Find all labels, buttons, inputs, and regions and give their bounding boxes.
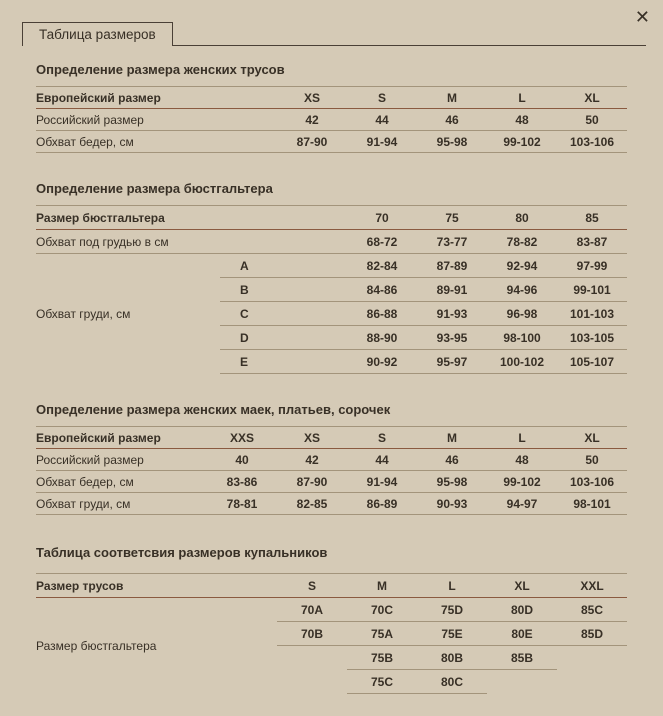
size-cell: 85B (487, 646, 557, 670)
size-cell: 85 (585, 210, 599, 225)
size-cell: 70C (347, 598, 417, 622)
size-cell: 91-94 (366, 134, 398, 149)
size-cell: 80E (487, 622, 557, 646)
close-icon[interactable]: ✕ (634, 7, 650, 27)
size-cell: 46 (445, 112, 459, 127)
size-cell: 96-98 (506, 306, 538, 321)
size-cell: 101-103 (569, 306, 615, 321)
size-cell: 80 (515, 210, 529, 225)
size-cell: 44 (375, 112, 389, 127)
tab-size-chart[interactable] (22, 22, 173, 46)
group-label: Размер бюстгальтера (36, 639, 157, 653)
content (0, 62, 663, 694)
size-cell: 91-94 (366, 474, 398, 489)
row-label: Обхват под грудью в см (36, 234, 169, 249)
size-cell: 82-84 (366, 258, 398, 273)
size-cell: XL (514, 578, 530, 593)
size-cell: 95-98 (436, 474, 468, 489)
row-label: Европейский размер (36, 90, 161, 105)
size-cell: 42 (305, 452, 319, 467)
bra-size-table (36, 205, 627, 374)
size-cell: 84-86 (366, 282, 398, 297)
table-row (36, 574, 627, 598)
size-cell (487, 670, 557, 694)
size-cell: XL (584, 90, 600, 105)
size-cell: 100-102 (499, 354, 545, 369)
size-cell: 40 (235, 452, 249, 467)
section-tops (36, 402, 627, 515)
table-row (36, 131, 627, 153)
table-row (36, 449, 627, 471)
bra-match-rows-block (36, 598, 627, 694)
size-cell: XS (303, 90, 320, 105)
tab-title: Таблица размеров (39, 27, 156, 42)
table-row (220, 350, 627, 374)
section-title: Таблица соответсвия размеров купальников (36, 545, 328, 560)
size-cell: 75 (445, 210, 459, 225)
table-row (36, 493, 627, 515)
cup-letter-cell: D (240, 330, 249, 345)
row-label: Обхват бедер, см (36, 474, 134, 489)
size-cell: 87-89 (436, 258, 468, 273)
size-cell: 99-102 (503, 134, 541, 149)
size-cell: 97-99 (576, 258, 608, 273)
size-cell: 87-90 (296, 474, 328, 489)
size-cell: 82-85 (296, 496, 328, 511)
size-cell: S (307, 578, 316, 593)
size-cell: 93-95 (436, 330, 468, 345)
size-cell: 50 (585, 452, 599, 467)
size-cell: S (377, 430, 386, 445)
row-label: Размер бюстгальтера (36, 210, 165, 225)
size-cell: L (518, 430, 526, 445)
table-row (36, 427, 627, 449)
panties-size-table (36, 86, 627, 153)
table-row (36, 206, 627, 230)
table-row (36, 109, 627, 131)
row-label: Размер трусов (36, 578, 124, 593)
size-cell: S (377, 90, 386, 105)
cup-letter-cell: B (240, 282, 249, 297)
size-cell: 89-91 (436, 282, 468, 297)
size-cell: 86-89 (366, 496, 398, 511)
table-row (220, 302, 627, 326)
size-cell: 99-101 (573, 282, 611, 297)
size-cell: 98-100 (503, 330, 541, 345)
row-label: Обхват бедер, см (36, 134, 134, 149)
size-cell: 70 (375, 210, 389, 225)
size-cell: XXL (580, 578, 604, 593)
size-cell: 42 (305, 112, 319, 127)
table-row (36, 87, 627, 109)
size-cell (557, 670, 627, 694)
size-cell: 105-107 (569, 354, 615, 369)
row-label: Европейский размер (36, 430, 161, 445)
topbar-divider (173, 22, 646, 46)
size-cell: 85C (557, 598, 627, 622)
size-cell: XL (584, 430, 600, 445)
row-label: Российский размер (36, 112, 144, 127)
size-cell: 99-102 (503, 474, 541, 489)
size-cell: XXS (229, 430, 254, 445)
section-panties (36, 62, 627, 153)
size-cell: 85D (557, 622, 627, 646)
size-cell: 87-90 (296, 134, 328, 149)
size-cell: 70B (277, 622, 347, 646)
size-cell: 68-72 (366, 234, 398, 249)
size-cell: 75C (347, 670, 417, 694)
size-cell: 90-92 (366, 354, 398, 369)
size-cell: 78-81 (226, 496, 258, 511)
size-cell: 75A (347, 622, 417, 646)
row-label: Российский размер (36, 452, 144, 467)
size-cell: 90-93 (436, 496, 468, 511)
size-cell: XS (303, 430, 320, 445)
cup-rows-block (36, 254, 627, 374)
group-label: Обхват груди, см (36, 307, 131, 321)
size-cell: 48 (515, 452, 529, 467)
section-title: Определение размера бюстгальтера (36, 181, 273, 196)
tops-size-table (36, 426, 627, 515)
table-row (220, 326, 627, 350)
topbar (22, 22, 646, 46)
table-row (36, 471, 627, 493)
size-cell: 75B (347, 646, 417, 670)
size-cell: 98-101 (573, 496, 611, 511)
table-row (36, 230, 627, 254)
row-label: Обхват груди, см (36, 496, 131, 511)
size-cell: 92-94 (506, 258, 538, 273)
size-cell: 103-106 (569, 474, 615, 489)
size-cell: 78-82 (506, 234, 538, 249)
size-cell: 91-93 (436, 306, 468, 321)
size-cell: 75D (417, 598, 487, 622)
size-cell: 94-97 (506, 496, 538, 511)
size-cell: 83-87 (576, 234, 608, 249)
size-cell: 50 (585, 112, 599, 127)
size-cell: 46 (445, 452, 459, 467)
section-title: Определение размера женских маек, платьев, сорочек (36, 402, 391, 417)
section-title: Определение размера женских трусов (36, 62, 285, 77)
size-cell: 95-98 (436, 134, 468, 149)
size-cell: 88-90 (366, 330, 398, 345)
section-swimsuits (36, 545, 627, 694)
cup-letter-cell: C (240, 306, 249, 321)
size-cell: 103-106 (569, 134, 615, 149)
size-cell: 103-105 (569, 330, 615, 345)
size-cell: 73-77 (436, 234, 468, 249)
swimsuit-size-table (36, 573, 627, 694)
size-cell: 44 (375, 452, 389, 467)
size-cell: 86-88 (366, 306, 398, 321)
size-cell: 94-96 (506, 282, 538, 297)
section-bra (36, 181, 627, 374)
table-row (220, 278, 627, 302)
size-cell: M (377, 578, 387, 593)
cup-letter-cell: E (240, 354, 249, 369)
size-cell: 70A (277, 598, 347, 622)
size-cell: L (518, 90, 526, 105)
table-row (220, 254, 627, 278)
size-cell: 83-86 (226, 474, 258, 489)
size-cell: 48 (515, 112, 529, 127)
size-cell: 95-97 (436, 354, 468, 369)
size-cell: 80B (417, 646, 487, 670)
size-cell: M (447, 430, 457, 445)
size-cell: 75E (417, 622, 487, 646)
cup-letter-cell: A (240, 258, 249, 273)
size-cell (277, 670, 347, 694)
size-cell: 80C (417, 670, 487, 694)
size-cell: L (448, 578, 456, 593)
size-cell: M (447, 90, 457, 105)
size-cell: 80D (487, 598, 557, 622)
size-cell (277, 646, 347, 670)
size-cell (557, 646, 627, 670)
